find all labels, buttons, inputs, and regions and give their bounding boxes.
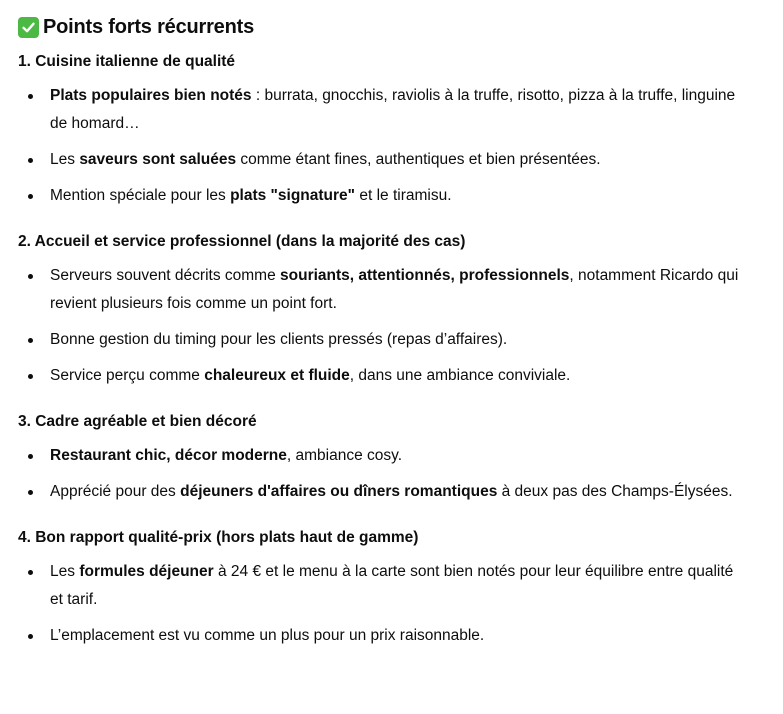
text: comme étant fines, authentiques et bien présentées. (236, 151, 601, 168)
section-4 (18, 526, 763, 650)
section-heading: 2. Accueil et service professionnel (dans la majorité des cas) (18, 233, 466, 250)
bold-text: souriants, attentionnés, professionnels (280, 267, 570, 284)
section-heading: 3. Cadre agréable et bien décoré (18, 413, 257, 430)
list-item (18, 558, 763, 614)
text: Les (50, 151, 80, 168)
title-text: Points forts récurrents (43, 15, 255, 38)
text: , ambiance cosy. (286, 447, 403, 464)
bold-text: Restaurant chic, décor moderne (50, 447, 287, 464)
list-item (18, 262, 763, 318)
section-2 (18, 230, 763, 410)
check-mark-button-icon (18, 17, 39, 38)
section-3 (18, 410, 763, 526)
list-item (18, 82, 763, 138)
section-spacer (18, 514, 763, 526)
text: et le tiramisu. (355, 187, 452, 204)
section-heading: 4. Bon rapport qualité-prix (hors plats haut de gamme) (18, 529, 419, 546)
list-item (18, 146, 763, 174)
text: Mention spéciale pour les (50, 187, 231, 204)
bold-text: formules déjeuner (79, 563, 214, 580)
text: Serveurs souvent décrits comme (50, 267, 281, 284)
text: Bonne gestion du timing pour les clients pressés (repas d’affaires). (50, 331, 508, 348)
list-item (18, 362, 763, 390)
sections-container (18, 50, 763, 650)
bullet-list (18, 558, 763, 650)
text: Service perçu comme (50, 367, 205, 384)
bold-text: chaleureux et fluide (204, 367, 350, 384)
section-heading: 1. Cuisine italienne de qualité (18, 53, 236, 70)
text: Les (50, 563, 80, 580)
bullet-list (18, 262, 763, 390)
bullet-list (18, 82, 763, 210)
text: Apprécié pour des (50, 483, 181, 500)
bold-text: déjeuners d'affaires ou dîners romantiques (180, 483, 498, 500)
list-item (18, 326, 763, 354)
list-item (18, 622, 763, 650)
list-item (18, 442, 763, 470)
bold-text: plats "signature" (230, 187, 356, 204)
section-title (18, 12, 763, 42)
bold-text: saveurs sont saluées (79, 151, 237, 168)
text: L’emplacement est vu comme un plus pour un prix raisonnable. (50, 627, 485, 644)
text: , notamment Ricardo qui revient plusieurs fois comme un point fort. (50, 267, 739, 312)
bold-text: Plats populaires bien notés (50, 87, 252, 104)
section-spacer (18, 218, 763, 230)
list-item (18, 478, 763, 506)
text: à 24 € et le menu à la carte sont bien notés pour leur équilibre entre qualité et tarif. (50, 563, 734, 608)
bullet-list (18, 442, 763, 506)
text: : burrata, gnocchis, raviolis à la truffe, risotto, pizza à la truffe, linguine de homard… (50, 87, 736, 132)
list-item (18, 182, 763, 210)
section-spacer (18, 398, 763, 410)
section-1 (18, 50, 763, 230)
text: à deux pas des Champs-Élysées. (497, 483, 733, 500)
text: , dans une ambiance conviviale. (349, 367, 571, 384)
